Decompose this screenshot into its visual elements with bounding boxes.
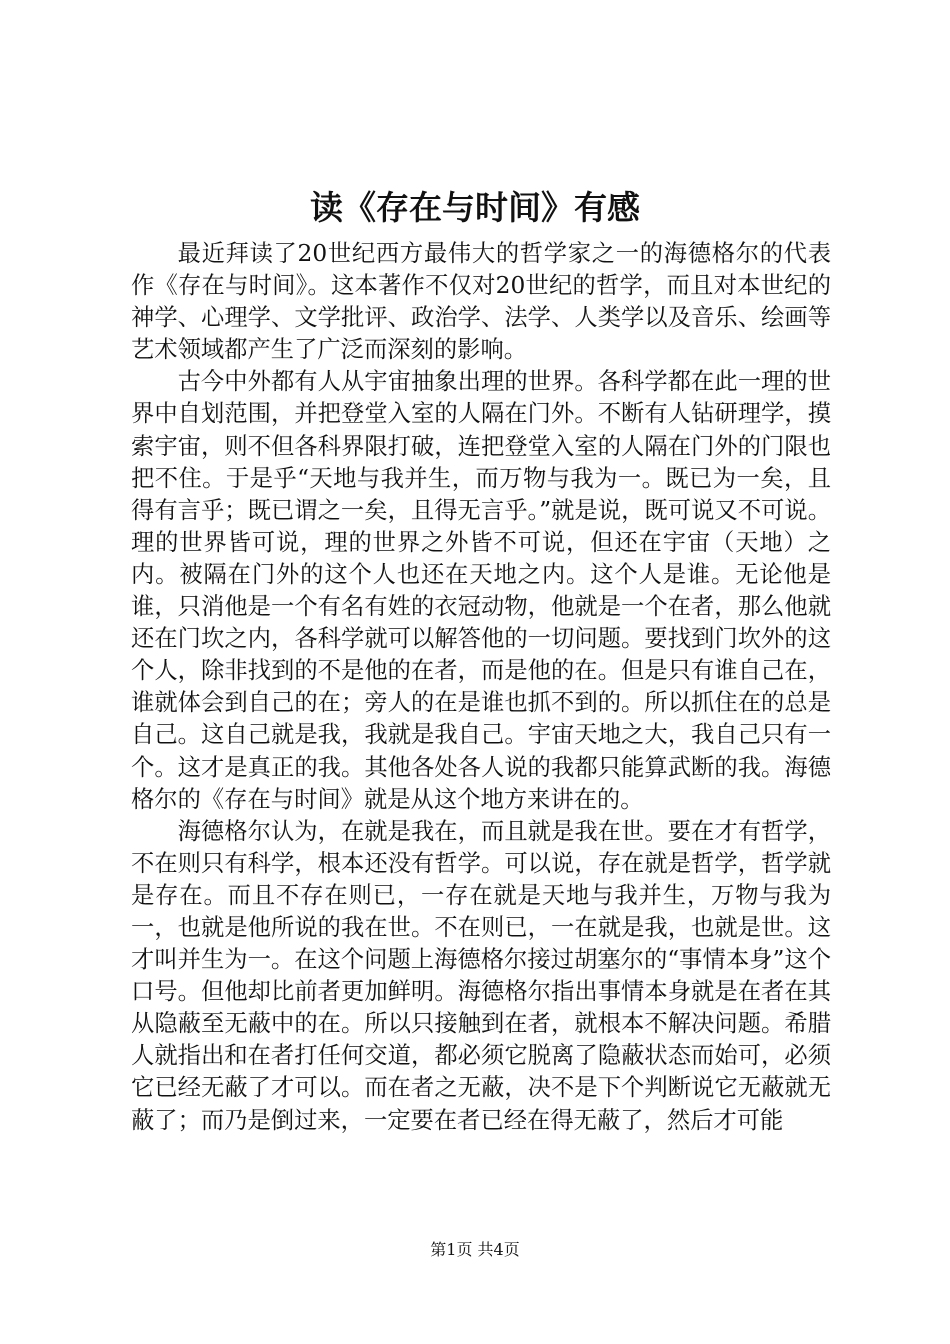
page-number-footer: 第1页 共4页 (430, 1240, 520, 1259)
paragraph: 最近拜读了20世纪西方最伟大的哲学家之一的海德格尔的代表作《存在与时间》。这本著作不仅对20世纪的哲学，而且对本世纪的神学、心理学、文学批评、政治学、法学、人类学以及音乐、绘画等艺术领域都产生了广泛而深刻的影响。 (131, 240, 831, 364)
paragraph: 海德格尔认为，在就是我在，而且就是我在世。要在才有哲学，不在则只有科学，根本还没有哲学。可以说，存在就是哲学，哲学就是存在。而且不存在则已，一存在就是天地与我并生，万物与我为一，也就是他所说的我在世。不在则已，一在就是我，也就是世。这才叫并生为一。在这个问题上海德格尔接过胡塞尔的“事情本身”这个口号。但他却比前者更加鲜明。海德格尔指出事情本身就是在者在其从隐蔽至无蔽中的在。所以只接触到在者，就根本不解决问题。希腊人就指出和在者打任何交道，都必须它脱离了隐蔽状态而始可，必须它已经无蔽了才可以。而在者之无蔽，决不是下个判断说它无蔽就无蔽了；而乃是倒过来，一定要在者已经在得无蔽了，然后才可能 (131, 817, 831, 1134)
document-body (131, 238, 831, 1137)
document-title: 读《存在与时间》有感 (310, 188, 640, 227)
paragraph: 古今中外都有人从宇宙抽象出理的世界。各科学都在此一理的世界中自划范围，并把登堂入室的人隔在门外。不断有人钻研理学，摸索宇宙，则不但各科界限打破，连把登堂入室的人隔在门外的门限也把不住。于是乎“天地与我并生，而万物与我为一。既已为一矣，且得有言乎；既已谓之一矣，且得无言乎。”就是说，既可说又不可说。理的世界皆可说，理的世界之外皆不可说，但还在宇宙（天地）之内。被隔在门外的这个人也还在天地之内。这个人是谁。无论他是谁，只消他是一个有名有姓的衣冠动物，他就是一个在者，那么他就还在门坎之内，各科学就可以解答他的一切问题。要找到门坎外的这个人，除非找到的不是他的在者，而是他的在。但是只有谁自己在，谁就体会到自己的在；旁人的在是谁也抓不到的。所以抓住在的总是自己。这自己就是我，我就是我自己。宇宙天地之大，我自己只有一个。这才是真正的我。其他各处各人说的我都只能算武断的我。海德格尔的《存在与时间》就是从这个地方来讲在的。 (131, 368, 831, 813)
